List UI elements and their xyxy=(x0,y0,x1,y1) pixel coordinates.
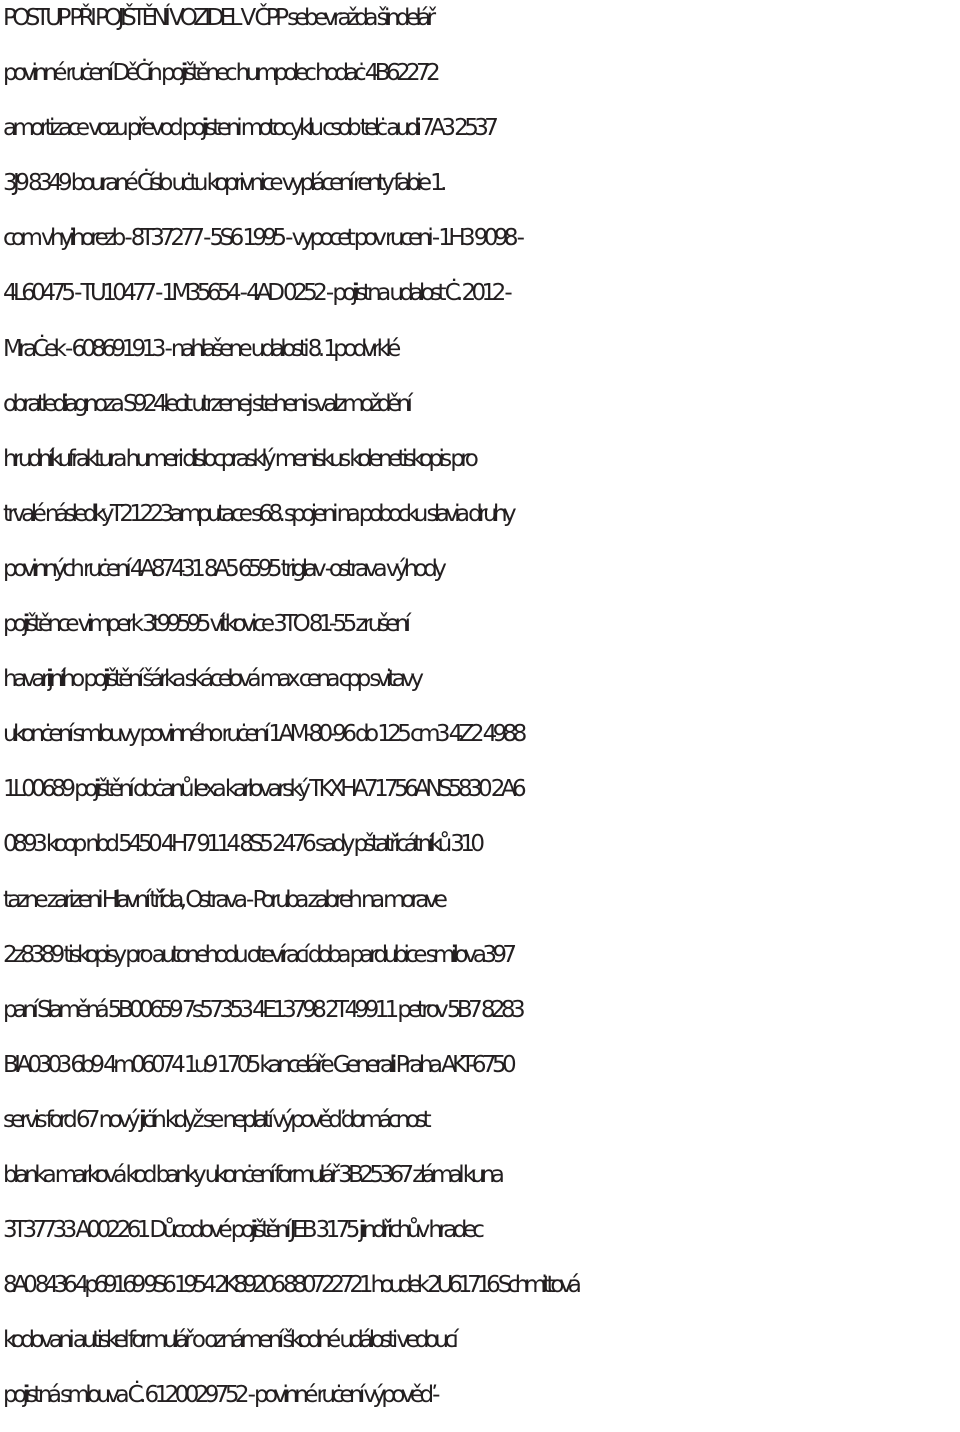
text-line: 1L00689 pojištění obċanů lexa karlovarský TKXHA71756ANS5830 2A6 xyxy=(3,776,522,803)
text-line: pojistná smlouva Ċ. 6120029752 - povinné ruċení výpověď - xyxy=(3,1382,436,1409)
text-line: com vhyihorezb - 8T37277 - 5S6 1995 - vypocet pov ruceni - 1H3 9098 - xyxy=(3,225,521,252)
text-line: 3J9 8349 bourané Ċíslo uċtu koprivnice vyplácení renty fabie 1. xyxy=(3,170,443,197)
text-line: 0893 koop nbd 5450 4H7 9114 8S5 2476 sady pštatřicátníků 310 xyxy=(3,831,481,858)
text-line: ukonċení smlouvy povinného ruċení 1AM-80-96 do 125 cm3 4Z2 4988 xyxy=(3,721,523,748)
text-line: pojištěnce vimperk 3t99595 vítkovice 3TO 81-55 zrušení xyxy=(3,611,407,638)
text-line: paní Slaměná 5B00659 7s57353 4E13798 2T49911 petrov 5B7 8283 xyxy=(3,996,521,1023)
text-line: hrudníkufraktura humeri dislocprasklý meniskus kolenetiskopis pro xyxy=(3,445,475,472)
text-line: 8A0 8436 4p69169 9S6 1954 2K89206 880722721 houdek 2U61716 Schmittová xyxy=(3,1272,577,1299)
text-line: POSTUP PŘI POJIŠTĚNÍ VOZIDEL V ČPP sebevražda šindelář xyxy=(3,5,432,31)
text-line: amortizace vozu převod pojisteni motocyklu csob telċ audi 7A3 2537 xyxy=(3,115,495,142)
text-line: blanka marková kod banky ukonċení formulář 3B25367 zlámal kuna xyxy=(3,1161,501,1188)
text-line: povinné ruċení DěĊín pojištěnec humpolec hodaċ 4B62272 xyxy=(3,60,437,87)
text-line: BIA0303 6b9 4m06074 1u9 1705 kanceláře Generali Praha AKT-6750 xyxy=(3,1051,513,1078)
text-line: 2z8389 tiskopisy pro autonehodu otevírací doba pardubice smilova397 xyxy=(3,941,513,968)
text-line: servis ford 67 nový jiċín když se neplatí výpověď domácnost xyxy=(3,1106,428,1133)
text-line: havarijního pojištění šárka skácelová max cena cpp svitavy xyxy=(3,666,420,693)
text-line: povinných ruċení 4A87431 8A5 6595 triglav -ostrava výhody xyxy=(3,555,443,582)
text-line: obratlediagnoza S924lecit utrzenej steheni svalzmoždění xyxy=(3,390,409,417)
text-line: 3T37733 A002261 Důcodové pojištění JEB 3175 jindřichův hradec xyxy=(3,1217,481,1244)
text-line: tazne zarizeni Hlavní třída, Ostrava - Poruba zabreh na morave xyxy=(3,886,444,913)
text-line: trvalé následkyT21223amputace s68. spojeni na pobocku slavia druhy xyxy=(3,500,512,527)
text-line: kodovani autiskel formulář o oznámení škodné události vedoucí xyxy=(3,1327,455,1354)
text-block xyxy=(3,0,960,1432)
text-line: 4L60475 - TU10477 - 1M35654 - 4AD 0252 - pojistna udalost Ċ. 2012 - xyxy=(3,280,509,307)
text-line: MraĊek - 608691913 - nahlašene udalosti 8. 1podvrklé xyxy=(3,335,397,362)
